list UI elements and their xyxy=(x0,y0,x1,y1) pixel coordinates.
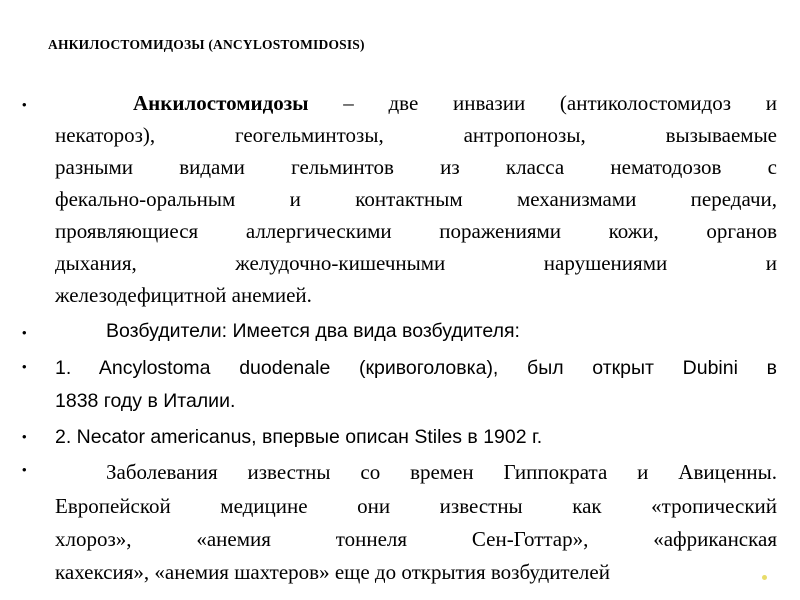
paragraph-line: хлороз», «анемия тоннеля Сен-Готтар», «африканская xyxy=(55,527,777,551)
bullet-icon: • xyxy=(22,429,27,444)
paragraph-line xyxy=(133,90,777,116)
bullet-icon: • xyxy=(22,462,27,477)
paragraph-line: фекально-оральным и контактным механизмами передачи, xyxy=(55,187,777,211)
term-bold: Анкилостомидозы xyxy=(133,91,309,115)
paragraph-line: проявляющиеся аллергическими поражениями кожи, органов xyxy=(55,219,777,243)
slide-title: АНКИЛОСТОМИДОЗЫ (ANCYLOSTOMIDOSIS) xyxy=(48,37,365,52)
paragraph-text: – две инвазии (антиколостомидоз и xyxy=(308,91,777,115)
bullet-icon: • xyxy=(22,325,27,340)
paragraph-line: кахексия», «анемия шахтеров» еще до открытия возбудителей xyxy=(55,560,610,584)
paragraph-line: Европейской медицине они известны как «тропический xyxy=(55,494,777,518)
paragraph-line: дыхания, желудочно-кишечными нарушениями и xyxy=(55,251,777,275)
paragraph-line: 1838 году в Италии. xyxy=(55,390,236,412)
decorative-dot-icon xyxy=(762,575,767,580)
paragraph-line: 2. Necator americanus, впервые описан Stiles в 1902 г. xyxy=(55,426,543,448)
paragraph-line: разными видами гельминтов из класса нематодозов с xyxy=(55,155,777,179)
paragraph-line: железодефицитной анемией. xyxy=(55,283,312,307)
bullet-icon: • xyxy=(22,97,27,112)
bullet-icon: • xyxy=(22,359,27,374)
paragraph-line: 1. Ancylostoma duodenale (кривоголовка), был открыт Dubini в xyxy=(55,357,777,379)
paragraph-line: Возбудители: Имеется два вида возбудителя: xyxy=(106,320,520,342)
paragraph-line: некатороз), геогельминтозы, антропонозы, вызываемые xyxy=(55,123,777,147)
paragraph-line: Заболевания известны со времен Гиппократа и Авиценны. xyxy=(106,460,777,484)
